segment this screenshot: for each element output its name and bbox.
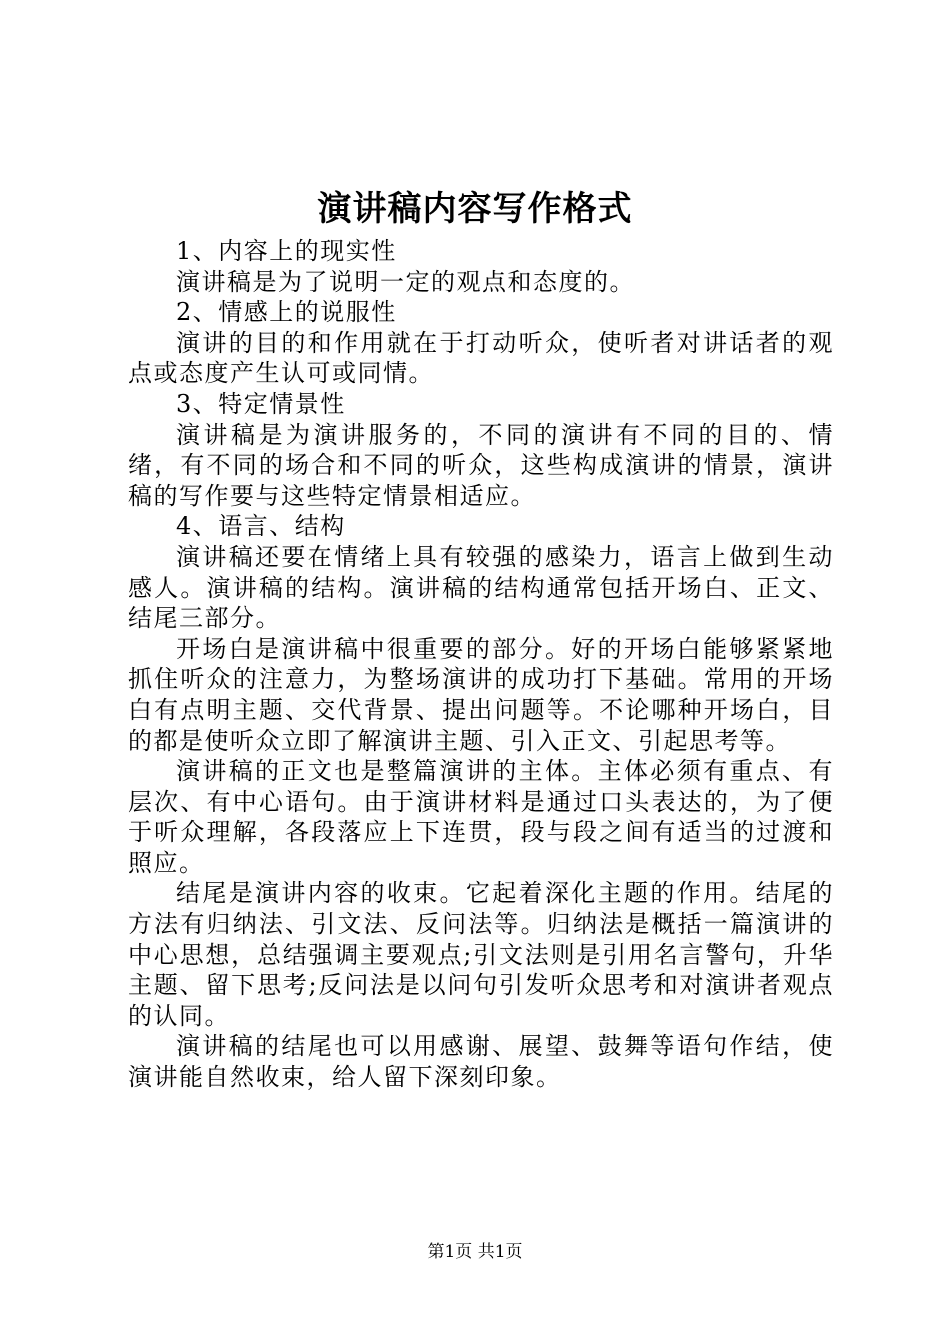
paragraph: 演讲稿是为演讲服务的，不同的演讲有不同的目的、情绪，有不同的场合和不同的听众，这些构成演讲的情景，演讲稿的写作要与这些特定情景相适应。 — [128, 420, 834, 510]
page-number-footer: 第1页 共1页 — [427, 1242, 523, 1262]
paragraph: 演讲稿是为了说明一定的观点和态度的。 — [176, 267, 635, 296]
paragraph: 演讲的目的和作用就在于打动听众，使听者对讲话者的观点或态度产生认可或同情。 — [128, 328, 834, 388]
paragraph: 开场白是演讲稿中很重要的部分。好的开场白能够紧紧地抓住听众的注意力，为整场演讲的成功打下基础。常用的开场白有点明主题、交代背景、提出问题等。不论哪种开场白，目的都是使听众立即了解演讲主题、引入正文、引起思考等。 — [128, 634, 834, 755]
document-title: 演讲稿内容写作格式 — [317, 189, 633, 229]
paragraph: 结尾是演讲内容的收束。它起着深化主题的作用。结尾的方法有归纳法、引文法、反问法等。归纳法是概括一篇演讲的中心思想，总结强调主要观点;引文法则是引用名言警句，升华主题、留下思考;反问法是以问句引发听众思考和对演讲者观点的认同。 — [128, 879, 834, 1030]
paragraph-heading-4: 4、语言、结构 — [176, 512, 346, 541]
paragraph: 演讲稿还要在情绪上具有较强的感染力，语言上做到生动感人。演讲稿的结构。演讲稿的结构通常包括开场白、正文、结尾三部分。 — [128, 542, 834, 633]
paragraph-heading-3: 3、特定情景性 — [176, 389, 346, 418]
paragraph: 演讲稿的结尾也可以用感谢、展望、鼓舞等语句作结，使演讲能自然收束，给人留下深刻印象。 — [128, 1032, 834, 1092]
document-body — [128, 236, 834, 1093]
paragraph-heading-1: 1、内容上的现实性 — [176, 237, 397, 265]
paragraph: 演讲稿的正文也是整篇演讲的主体。主体必须有重点、有层次、有中心语句。由于演讲材料是通过口头表达的，为了便于听众理解，各段落应上下连贯，段与段之间有适当的过渡和照应。 — [128, 757, 834, 877]
paragraph-heading-2: 2、情感上的说服性 — [176, 298, 397, 327]
